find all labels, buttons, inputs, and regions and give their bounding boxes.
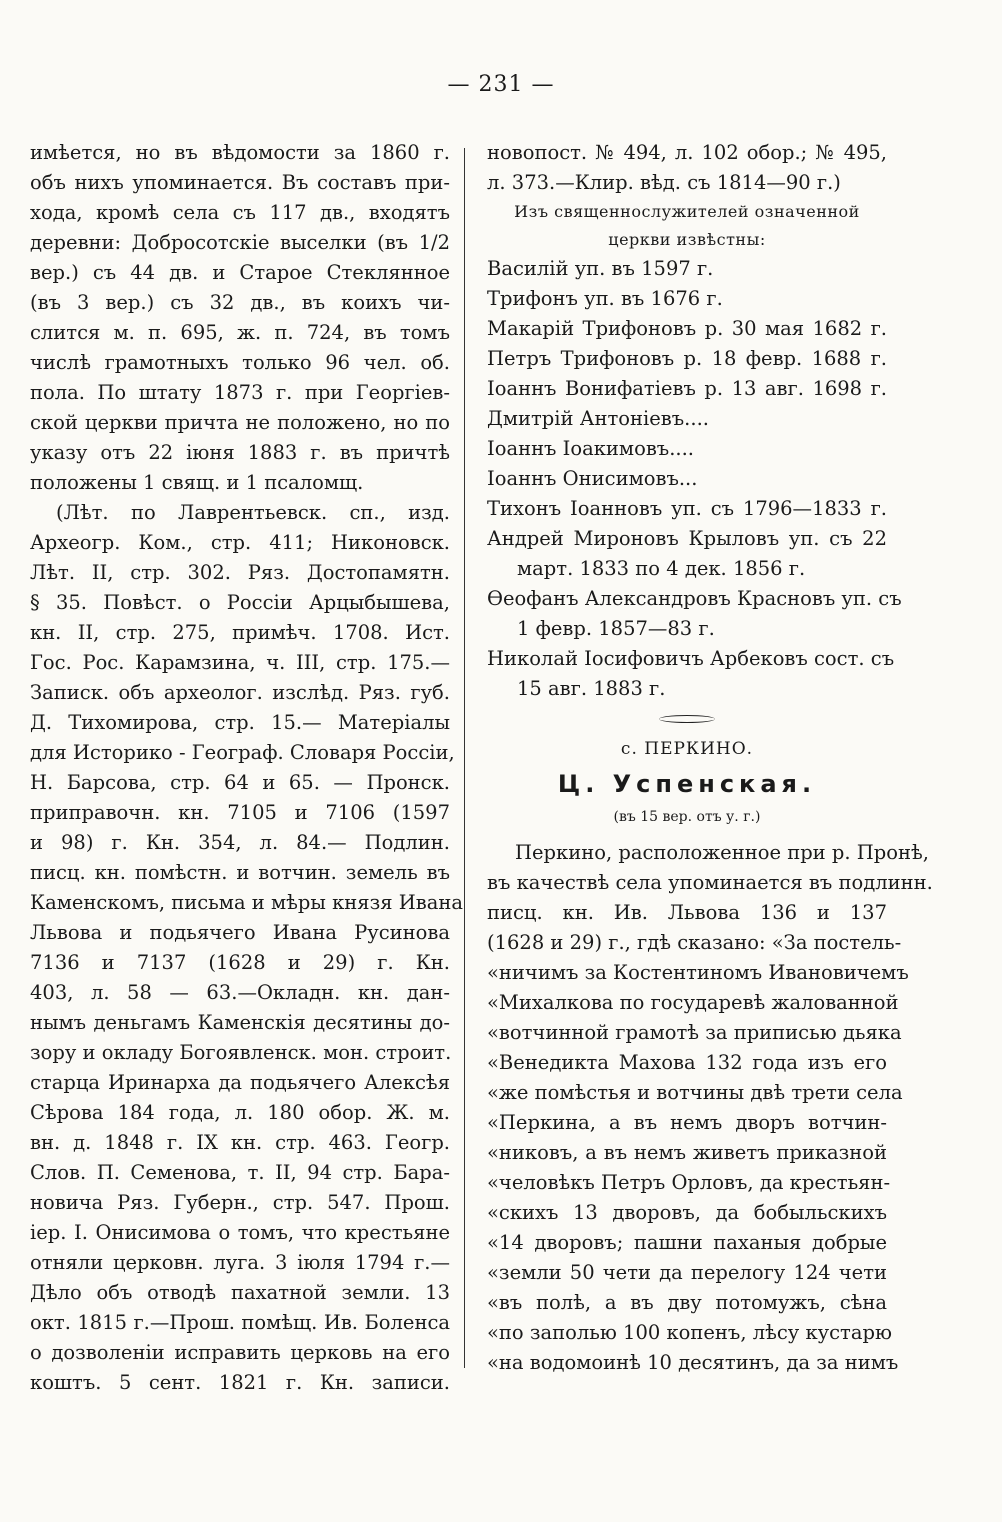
right-body-line: въ качествѣ села упоминается въ подлинн.: [487, 871, 933, 894]
clergy-line: Макарій Трифоновъ р. 30 мая 1682 г.: [487, 317, 887, 340]
left-text-line: объ нихъ упоминается. Въ составъ при-: [30, 171, 450, 194]
clergy-line: Василій уп. въ 1597 г.: [487, 257, 714, 280]
clergy-line: Трифонъ уп. въ 1676 г.: [487, 287, 723, 310]
left-text-line: для Историко - Географ. Словаря Россіи,: [30, 741, 455, 764]
right-text-line: новопост. № 494, л. 102 обор.; № 495,: [487, 141, 887, 164]
left-text-line: Гос. Рос. Карамзина, ч. III, стр. 175.—: [30, 651, 450, 674]
left-text-line: вн. д. 1848 г. IX кн. стр. 463. Геогр.: [30, 1131, 450, 1154]
right-body-line: «вотчинной грамотѣ за приписью дьяка: [487, 1021, 902, 1044]
left-text-line: указу отъ 22 іюня 1883 г. въ причтѣ: [30, 441, 450, 464]
left-text-line: Слов. П. Семенова, т. II, 94 стр. Бара-: [30, 1161, 450, 1184]
left-text-line: о дозволеніи исправить церковь на его: [30, 1341, 450, 1364]
left-text-line: 7136 и 7137 (1628 и 29) г. Кн.: [30, 951, 450, 974]
village-heading: с. ПЕРКИНО.: [620, 739, 754, 759]
right-body-text: [487, 838, 933, 1378]
left-text-line: пола. По штату 1873 г. при Георгіев-: [30, 381, 450, 404]
clergy-line: Дмитрій Антоніевъ....: [487, 407, 709, 430]
clergy-line: Іоаннъ Іоакимовъ....: [487, 437, 695, 460]
church-subtitle: (въ 15 вер. отъ у. г.): [613, 809, 761, 825]
clergy-line: 1 февр. 1857—83 г.: [517, 617, 715, 640]
left-text-line: хода, кромѣ села съ 117 дв., входятъ: [30, 201, 450, 224]
left-text-line: Львова и подьячего Ивана Русинова: [30, 921, 450, 944]
clergy-line: Николай Іосифовичъ Арбековъ сост. съ: [487, 647, 895, 670]
right-column: [487, 138, 933, 1378]
right-body-line: «же помѣстья и вотчины двѣ трети села: [487, 1081, 903, 1104]
left-text-line: Сѣрова 184 года, л. 180 обор. Ж. м.: [30, 1101, 450, 1124]
left-text-line: § 35. Повѣст. о Россіи Арцыбышева,: [30, 591, 450, 614]
right-body-line: Перкино, расположенное при р. Пронѣ,: [515, 841, 929, 864]
left-text-line: приправочн. кн. 7105 и 7106 (1597: [30, 801, 450, 824]
left-text-line: Записк. объ археолог. изслѣд. Ряз. губ.: [30, 681, 450, 704]
left-text-line: Дѣло объ отводѣ пахатной земли. 13: [30, 1281, 450, 1304]
ornament-divider: [487, 704, 887, 734]
left-text-line: слится м. п. 695, ж. п. 724, въ томъ: [30, 321, 450, 344]
left-text-line: числѣ грамотныхъ только 96 чел. об.: [30, 351, 450, 374]
clergy-line: Петръ Трифоновъ р. 18 февр. 1688 г.: [487, 347, 887, 370]
left-text-line: Д. Тихомирова, стр. 15.— Матеріалы: [30, 711, 450, 734]
left-text-line: новича Ряз. Губерн., стр. 547. Прош.: [30, 1191, 450, 1214]
clergy-line: 15 авг. 1883 г.: [517, 677, 666, 700]
left-text-line: коштъ. 5 сент. 1821 г. Кн. записи.: [30, 1371, 450, 1394]
left-text-line: отняли церковн. луга. 3 іюля 1794 г.—: [30, 1251, 450, 1274]
left-text-line: зору и окладу Богоявленск. мон. строит.: [30, 1041, 452, 1064]
right-top-lines: [487, 138, 887, 198]
right-body-line: «никовъ, а въ немъ живетъ приказной: [487, 1141, 887, 1164]
left-text-line: Лѣт. II, стр. 302. Ряз. Достопамятн.: [30, 561, 450, 584]
left-text-line: деревни: Добросотскіе выселки (въ 1/2: [30, 231, 450, 254]
left-text-line: Археогр. Ком., стр. 411; Никоновск.: [30, 531, 450, 554]
right-body-line: «Перкина, а въ немъ дворъ вотчин-: [487, 1111, 887, 1134]
left-text-line: и 98) г. Кн. 354, л. 84.— Подлин.: [30, 831, 450, 854]
right-body-line: писц. кн. Ив. Львова 136 и 137: [487, 901, 887, 924]
left-text-line: окт. 1815 г.—Прош. помѣщ. Ив. Боленса: [30, 1311, 450, 1334]
left-text-line: ской церкви причта не положено, но по: [30, 411, 450, 434]
right-body-line: «ничимъ за Костентиномъ Ивановичемъ: [487, 961, 909, 984]
left-text-line: нымъ деньгамъ Каменскія десятины до-: [30, 1011, 450, 1034]
left-text-line: Каменскомъ, письма и мѣры князя Ивана: [30, 891, 463, 914]
left-text-line: положены 1 свящ. и 1 псаломщ.: [30, 471, 364, 494]
left-text-line: (въ 3 вер.) съ 32 дв., въ коихъ чи-: [30, 291, 450, 314]
left-text-line: (Лѣт. по Лаврентьевск. сп., изд.: [56, 501, 450, 524]
clergy-line: март. 1833 по 4 дек. 1856 г.: [517, 557, 806, 580]
right-text-line: л. 373.—Клир. вѣд. съ 1814—90 г.): [487, 171, 841, 194]
clergy-heading-line-1: Изъ священнослужителей означенной: [514, 202, 860, 221]
left-text-line: имѣется, но въ вѣдомости за 1860 г.: [30, 141, 450, 164]
clergy-line: Іоаннъ Вонифатіевъ р. 13 авг. 1698 г.: [487, 377, 887, 400]
left-text-line: іер. I. Онисимова о томъ, что крестьяне: [30, 1221, 450, 1244]
left-text-line: 403, л. 58 — 63.—Окладн. кн. дан-: [30, 981, 450, 1004]
clergy-line: Андрей Мироновъ Крыловъ уп. съ 22: [487, 527, 887, 550]
clergy-list: [487, 254, 902, 704]
left-text-line: старца Иринарха да подьячего Алексѣя: [30, 1071, 450, 1094]
clergy-line: Тихонъ Іоанновъ уп. съ 1796—1833 г.: [487, 497, 887, 520]
right-body-line: «Михалкова по государевѣ жалованной: [487, 991, 899, 1014]
right-body-line: «скихъ 13 дворовъ, да бобыльскихъ: [487, 1201, 887, 1224]
left-text-line: кн. II, стр. 275, примѣч. 1708. Ист.: [30, 621, 450, 644]
right-body-line: «земли 50 чети да перелогу 124 чети: [487, 1261, 887, 1284]
right-body-line: «14 дворовъ; пашни паханыя добрые: [487, 1231, 887, 1254]
left-text-line: вер.) съ 44 дв. и Старое Стеклянное: [30, 261, 450, 284]
left-text-line: Н. Барсова, стр. 64 и 65. — Пронск.: [30, 771, 450, 794]
clergy-heading-line-2: церкви извѣстны:: [608, 230, 766, 249]
right-body-line: (1628 и 29) г., гдѣ сказано: «За постель-: [487, 931, 902, 954]
page-number: — 231 —: [447, 72, 555, 97]
left-column: [30, 138, 463, 1398]
right-body-line: «человѣкъ Петръ Орловъ, да крестьян-: [487, 1171, 891, 1194]
right-body-line: «въ полѣ, а въ дву потомужъ, сѣна: [487, 1291, 887, 1314]
right-body-line: «по заполью 100 копенъ, лѣсу кустарю: [487, 1321, 892, 1344]
clergy-line: Ѳеофанъ Александровъ Красновъ уп. съ: [487, 587, 902, 610]
left-text-line: писц. кн. помѣстн. и вотчин. земель въ: [30, 861, 450, 884]
column-divider: [464, 148, 465, 1368]
right-body-line: «Венедикта Махова 132 года изъ его: [487, 1051, 887, 1074]
clergy-line: Іоаннъ Онисимовъ...: [487, 467, 698, 490]
right-body-line: «на водомоинѣ 10 десятинъ, да за нимъ: [487, 1351, 899, 1374]
church-title: Ц. Успенская.: [557, 770, 817, 798]
